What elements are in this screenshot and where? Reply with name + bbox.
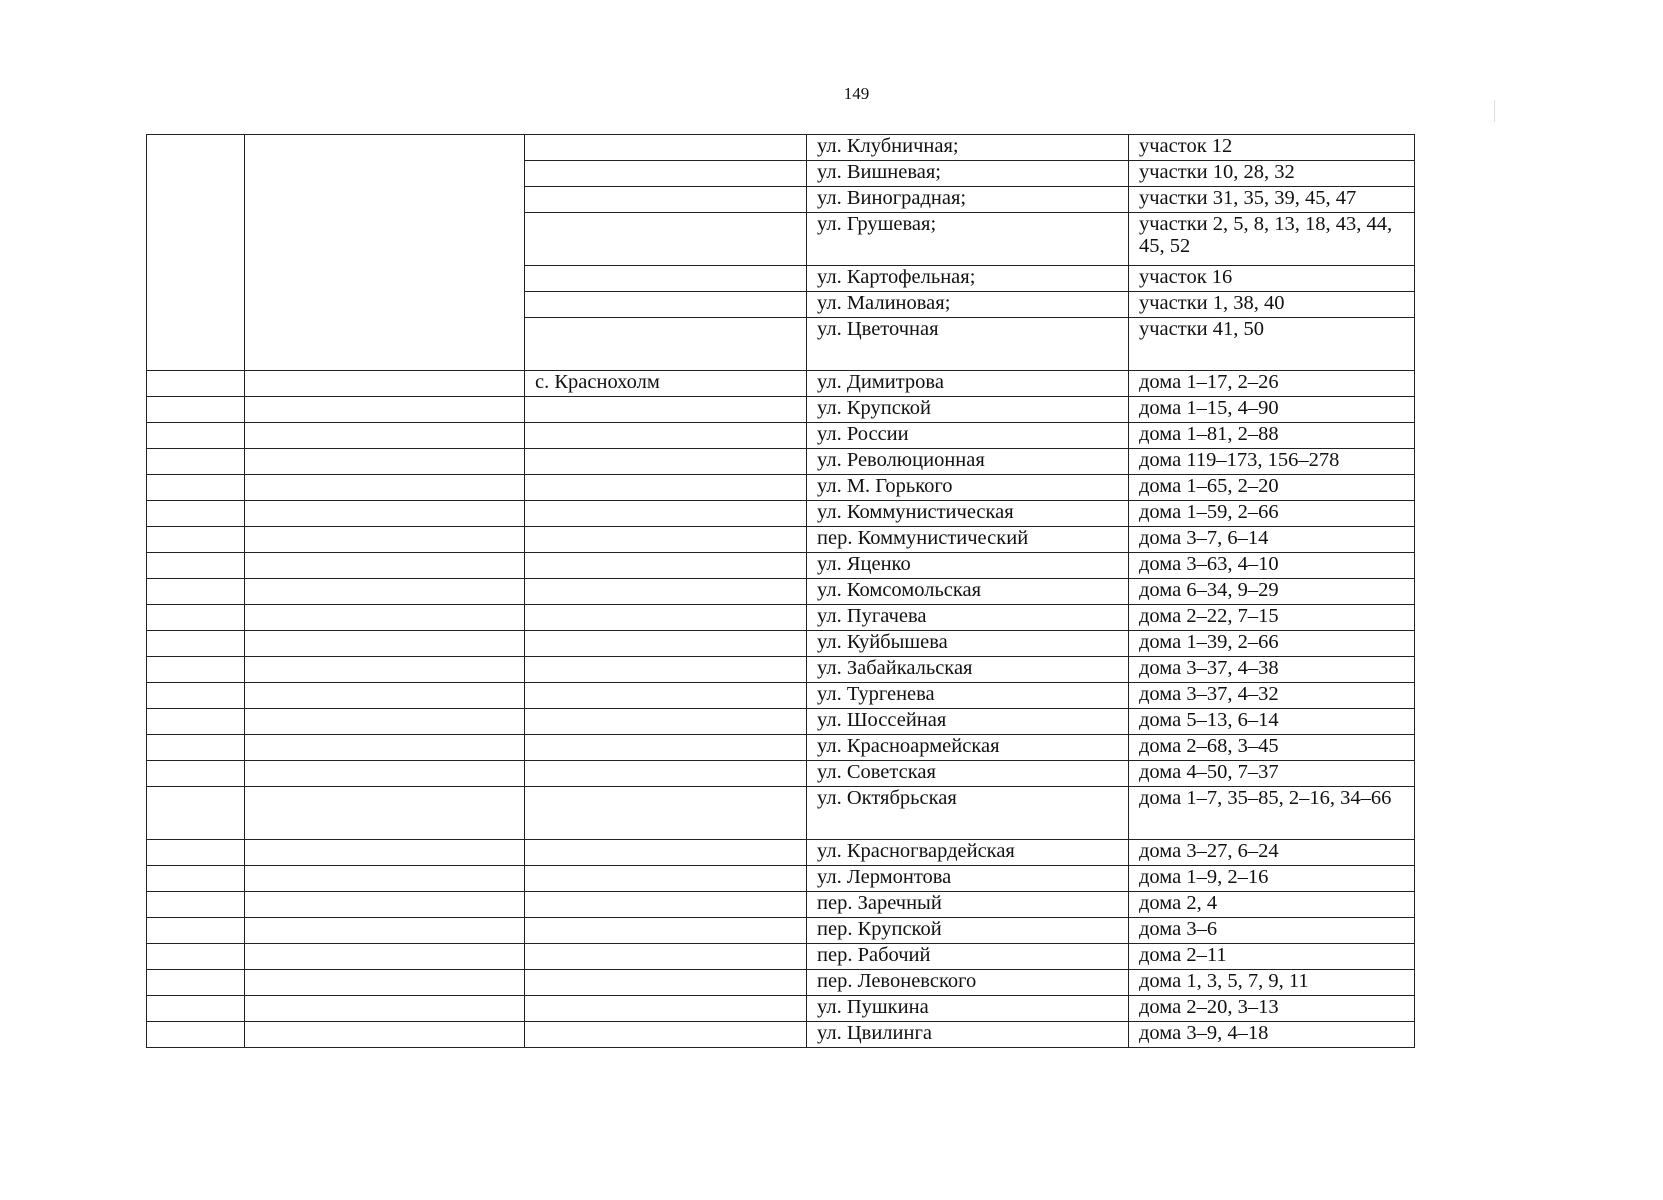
street-cell: ул. Грушевая; [807, 213, 1129, 266]
number-cell [147, 892, 245, 918]
street-cell: пер. Крупской [807, 918, 1129, 944]
table-row [147, 579, 1415, 605]
houses-cell: дома 1–7, 35–85, 2–16, 34–66 [1129, 787, 1415, 840]
houses-cell: дома 1–15, 4–90 [1129, 397, 1415, 423]
settlement-cell [525, 135, 807, 161]
number-cell [147, 970, 245, 996]
houses-cell: участки 10, 28, 32 [1129, 161, 1415, 187]
table-row [147, 996, 1415, 1022]
houses-cell: дома 3–9, 4–18 [1129, 1022, 1415, 1048]
table-row [147, 866, 1415, 892]
settlement-cell [525, 631, 807, 657]
district-cell [245, 918, 525, 944]
street-cell: пер. Левоневского [807, 970, 1129, 996]
houses-cell: дома 2–22, 7–15 [1129, 605, 1415, 631]
district-cell [245, 866, 525, 892]
houses-cell: дома 1–9, 2–16 [1129, 866, 1415, 892]
settlement-cell [525, 423, 807, 449]
street-cell: ул. Цвилинга [807, 1022, 1129, 1048]
settlement-cell [525, 944, 807, 970]
houses-cell: дома 3–6 [1129, 918, 1415, 944]
street-cell: ул. Крупской [807, 397, 1129, 423]
street-cell: ул. Картофельная; [807, 266, 1129, 292]
district-cell [245, 709, 525, 735]
settlement-cell [525, 527, 807, 553]
street-cell: ул. Комсомольская [807, 579, 1129, 605]
houses-cell: дома 3–37, 4–38 [1129, 657, 1415, 683]
houses-cell: дома 5–13, 6–14 [1129, 709, 1415, 735]
settlement-cell [525, 892, 807, 918]
number-cell [147, 683, 245, 709]
street-cell: пер. Коммунистический [807, 527, 1129, 553]
number-cell [147, 605, 245, 631]
number-cell [147, 631, 245, 657]
settlement-cell [525, 475, 807, 501]
scan-artifact [1494, 100, 1495, 122]
district-cell [245, 631, 525, 657]
houses-cell: дома 1–65, 2–20 [1129, 475, 1415, 501]
settlement-cell [525, 840, 807, 866]
district-cell [245, 423, 525, 449]
table-row [147, 657, 1415, 683]
houses-cell: участки 2, 5, 8, 13, 18, 43, 44, 45, 52 [1129, 213, 1415, 266]
number-cell [147, 709, 245, 735]
settlement-cell [525, 996, 807, 1022]
street-cell: ул. Пушкина [807, 996, 1129, 1022]
table-row [147, 475, 1415, 501]
street-cell: пер. Заречный [807, 892, 1129, 918]
houses-cell: дома 3–63, 4–10 [1129, 553, 1415, 579]
houses-cell: дома 1–17, 2–26 [1129, 371, 1415, 397]
street-cell: ул. Забайкальская [807, 657, 1129, 683]
street-cell: ул. Вишневая; [807, 161, 1129, 187]
table-row [147, 840, 1415, 866]
street-cell: ул. Цветочная [807, 318, 1129, 371]
table-row [147, 397, 1415, 423]
address-table [146, 134, 1415, 1048]
address-table-body [147, 135, 1415, 1048]
district-cell [245, 735, 525, 761]
table-row [147, 787, 1415, 840]
street-cell: ул. Советская [807, 761, 1129, 787]
number-cell [147, 944, 245, 970]
settlement-cell [525, 657, 807, 683]
district-cell [245, 657, 525, 683]
street-cell: ул. Тургенева [807, 683, 1129, 709]
street-cell: ул. Революционная [807, 449, 1129, 475]
houses-cell: дома 1–59, 2–66 [1129, 501, 1415, 527]
table-row [147, 735, 1415, 761]
settlement-cell [525, 683, 807, 709]
district-cell [245, 449, 525, 475]
houses-cell: дома 3–37, 4–32 [1129, 683, 1415, 709]
number-cell [147, 371, 245, 397]
table-row [147, 683, 1415, 709]
district-cell [245, 761, 525, 787]
street-cell: ул. Клубничная; [807, 135, 1129, 161]
street-cell: ул. Шоссейная [807, 709, 1129, 735]
district-cell [245, 501, 525, 527]
settlement-cell [525, 292, 807, 318]
table-row [147, 371, 1415, 397]
street-cell: ул. Димитрова [807, 371, 1129, 397]
number-cell [147, 579, 245, 605]
district-cell [245, 553, 525, 579]
district-cell [245, 475, 525, 501]
settlement-cell [525, 866, 807, 892]
district-cell [245, 579, 525, 605]
table-row [147, 709, 1415, 735]
houses-cell: дома 2–20, 3–13 [1129, 996, 1415, 1022]
houses-cell: дома 1, 3, 5, 7, 9, 11 [1129, 970, 1415, 996]
settlement-cell [525, 501, 807, 527]
table-row [147, 423, 1415, 449]
table-row [147, 761, 1415, 787]
houses-cell: участки 1, 38, 40 [1129, 292, 1415, 318]
table-row [147, 1022, 1415, 1048]
houses-cell: дома 1–39, 2–66 [1129, 631, 1415, 657]
district-cell [245, 1022, 525, 1048]
district-cell [245, 970, 525, 996]
settlement-cell [525, 318, 807, 371]
settlement-cell [525, 787, 807, 840]
houses-cell: дома 2–11 [1129, 944, 1415, 970]
page-number: 149 [843, 84, 870, 103]
number-cell [147, 553, 245, 579]
table-row [147, 449, 1415, 475]
number-cell [147, 657, 245, 683]
settlement-cell [525, 918, 807, 944]
number-cell [147, 918, 245, 944]
settlement-cell [525, 761, 807, 787]
settlement-cell [525, 579, 807, 605]
number-cell [147, 1022, 245, 1048]
district-cell [245, 996, 525, 1022]
number-cell [147, 761, 245, 787]
table-row [147, 553, 1415, 579]
houses-cell: дома 1–81, 2–88 [1129, 423, 1415, 449]
street-cell: ул. М. Горького [807, 475, 1129, 501]
number-cell [147, 840, 245, 866]
street-cell: ул. Коммунистическая [807, 501, 1129, 527]
table-row [147, 892, 1415, 918]
district-cell [245, 527, 525, 553]
table-row [147, 631, 1415, 657]
district-cell [245, 944, 525, 970]
district-cell [245, 683, 525, 709]
houses-cell: дома 3–7, 6–14 [1129, 527, 1415, 553]
settlement-cell [525, 605, 807, 631]
district-cell [245, 892, 525, 918]
street-cell: ул. Лермонтова [807, 866, 1129, 892]
district-cell [245, 371, 525, 397]
number-cell [147, 397, 245, 423]
settlement-cell [525, 266, 807, 292]
street-cell: ул. Красногвардейская [807, 840, 1129, 866]
district-cell [245, 840, 525, 866]
houses-cell: участок 12 [1129, 135, 1415, 161]
number-cell [147, 866, 245, 892]
houses-cell: дома 3–27, 6–24 [1129, 840, 1415, 866]
street-cell: ул. Октябрьская [807, 787, 1129, 840]
settlement-cell [525, 553, 807, 579]
settlement-cell [525, 970, 807, 996]
street-cell: ул. Виноградная; [807, 187, 1129, 213]
number-cell [147, 501, 245, 527]
number-cell [147, 996, 245, 1022]
number-cell [147, 449, 245, 475]
number-cell [147, 787, 245, 840]
street-cell: ул. Яценко [807, 553, 1129, 579]
number-cell [147, 475, 245, 501]
number-cell [147, 735, 245, 761]
houses-cell: дома 4–50, 7–37 [1129, 761, 1415, 787]
street-cell: ул. Куйбышева [807, 631, 1129, 657]
settlement-cell [525, 1022, 807, 1048]
district-cell [245, 135, 525, 371]
settlement-cell [525, 187, 807, 213]
settlement-cell: с. Краснохолм [525, 371, 807, 397]
houses-cell: участки 31, 35, 39, 45, 47 [1129, 187, 1415, 213]
street-cell: ул. Малиновая; [807, 292, 1129, 318]
settlement-cell [525, 161, 807, 187]
number-cell [147, 527, 245, 553]
settlement-cell [525, 709, 807, 735]
houses-cell: участки 41, 50 [1129, 318, 1415, 371]
houses-cell: дома 2–68, 3–45 [1129, 735, 1415, 761]
table-row [147, 527, 1415, 553]
street-cell: ул. Красноармейская [807, 735, 1129, 761]
district-cell [245, 787, 525, 840]
table-row [147, 970, 1415, 996]
table-row [147, 918, 1415, 944]
number-cell [147, 135, 245, 371]
houses-cell: дома 119–173, 156–278 [1129, 449, 1415, 475]
table-row [147, 501, 1415, 527]
settlement-cell [525, 735, 807, 761]
district-cell [245, 397, 525, 423]
table-row [147, 605, 1415, 631]
settlement-cell [525, 213, 807, 266]
street-cell: ул. Пугачева [807, 605, 1129, 631]
number-cell [147, 423, 245, 449]
settlement-cell [525, 397, 807, 423]
district-cell [245, 605, 525, 631]
houses-cell: дома 2, 4 [1129, 892, 1415, 918]
table-row [147, 135, 1415, 161]
houses-cell: дома 6–34, 9–29 [1129, 579, 1415, 605]
street-cell: пер. Рабочий [807, 944, 1129, 970]
settlement-cell [525, 449, 807, 475]
houses-cell: участок 16 [1129, 266, 1415, 292]
street-cell: ул. России [807, 423, 1129, 449]
table-row [147, 944, 1415, 970]
